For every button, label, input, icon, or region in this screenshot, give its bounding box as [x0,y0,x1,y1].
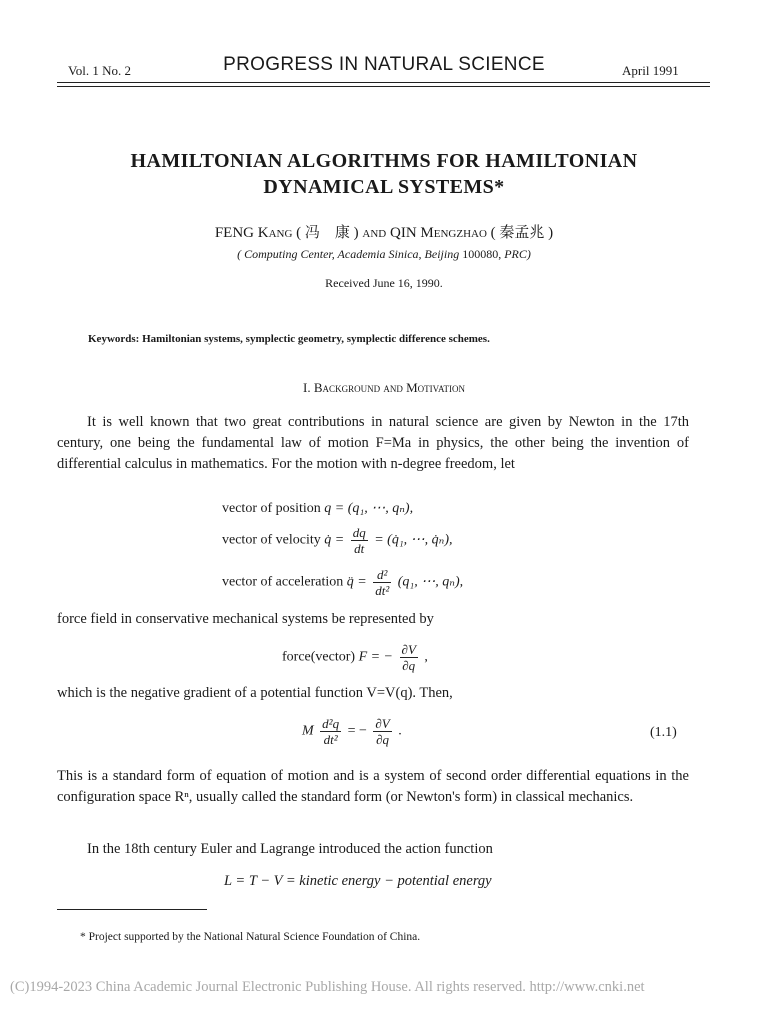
paragraph-2: force field in conservative mechanical systems be represented by [57,611,434,627]
velocity-lhs: q̇ = [324,532,345,548]
journal-name: PROGRESS IN NATURAL SCIENCE [223,54,545,75]
newton-equals: = − [347,723,367,739]
force-fraction [400,642,418,673]
position-expr: q = (q₁, ⋯, qₙ), [324,501,414,516]
force-label: force(vector) [282,649,356,665]
affiliation-country: PRC) [504,247,531,261]
paragraph-1: It is well known that two great contributions in natural science are given by Newton in the 17th century, one being the fundamental law of motion F=Ma in physics, the other being the invention of differential calculus in mathematics. For the motion with n-degree freedom, let [57,414,689,472]
newton-fraction-1 [320,716,341,747]
author-line [0,221,768,242]
newton-numerator-1: d²q [322,716,340,731]
paragraph-5: In the 18th century Euler and Lagrange introduced the action function [87,841,493,857]
footnote-rule [57,909,207,910]
header-rule-bottom [57,86,710,87]
paragraph-3: which is the negative gradient of a potential function V=V(q). Then, [57,685,453,701]
velocity-label: vector of velocity [222,532,321,548]
newton-denominator-2: ∂q [376,732,390,747]
equation-lagrangian: L = T − V = kinetic energy − potential energy [224,873,492,889]
newton-fraction-2 [373,716,391,747]
equation-newton [302,716,402,747]
newton-numerator-2: ∂V [375,716,390,731]
author-2-chinese: ( 秦孟兆 ) [490,225,554,241]
equation-number: (1.1) [650,725,677,740]
author-1-last: Kang [257,225,293,241]
author-1-first: FENG [214,225,254,241]
equation-position [222,500,413,517]
acceleration-fraction [373,567,391,598]
position-label: vector of position [222,501,321,516]
author-1-chinese: ( 冯 康 ) [296,225,359,241]
affiliation [0,247,768,262]
section-title: Background and Motivation [313,380,465,395]
velocity-numerator: dq [352,525,366,540]
acceleration-label: vector of acceleration [222,574,344,590]
acceleration-numerator: d² [373,567,391,583]
journal-date: April 1991 [622,63,679,78]
equation-velocity [222,525,453,556]
title-line-2: DYNAMICAL SYSTEMS* [263,176,505,198]
acceleration-rhs: (q₁, ⋯, qₙ), [397,574,464,590]
newton-mass: M [302,723,314,739]
acceleration-lhs: q̈ = [346,574,367,590]
force-tail: , [424,649,428,665]
received-date: Received June 16, 1990. [325,276,443,290]
section-heading [0,380,768,396]
author-2-first: QIN [390,225,417,241]
title-line-1: HAMILTONIAN ALGORITHMS FOR HAMILTONIAN [130,150,638,172]
paper-title [0,148,768,200]
acceleration-denominator: dt² [375,583,390,598]
keywords: Keywords: Hamiltonian systems, symplectic geometry, symplectic difference schemes. [88,333,490,345]
affiliation-org: ( Computing Center, Academia Sinica, Beijing [237,247,460,261]
affiliation-zip: 100080, [459,247,505,261]
author-and: and [362,225,387,241]
velocity-fraction [351,525,368,556]
author-2-last: Mengzhao [420,225,487,241]
footnote: * Project supported by the National Natural Science Foundation of China. [80,931,421,943]
copyright-watermark: (C)1994-2023 China Academic Journal Electronic Publishing House. All rights reserved. http://www.cnki.net [10,979,645,995]
equation-force [282,642,428,673]
velocity-rhs: = (q̇₁, ⋯, q̇ₙ), [374,532,453,548]
section-numeral: I. [303,380,311,395]
newton-denominator-1: dt² [323,732,338,747]
equation-acceleration [222,567,463,598]
velocity-denominator: dt [354,541,365,556]
journal-volume: Vol. 1 No. 2 [68,63,131,78]
header-rule-top [57,82,710,83]
force-numerator: ∂V [401,642,416,657]
force-lhs: F = − [358,649,394,665]
newton-tail: . [398,723,402,739]
paragraph-4: This is a standard form of equation of motion and is a system of second order differential equations in the configuration space Rⁿ, usually called the standard form (or Newton's form) in classical mechanics. [57,768,689,805]
force-denominator: ∂q [402,658,416,673]
